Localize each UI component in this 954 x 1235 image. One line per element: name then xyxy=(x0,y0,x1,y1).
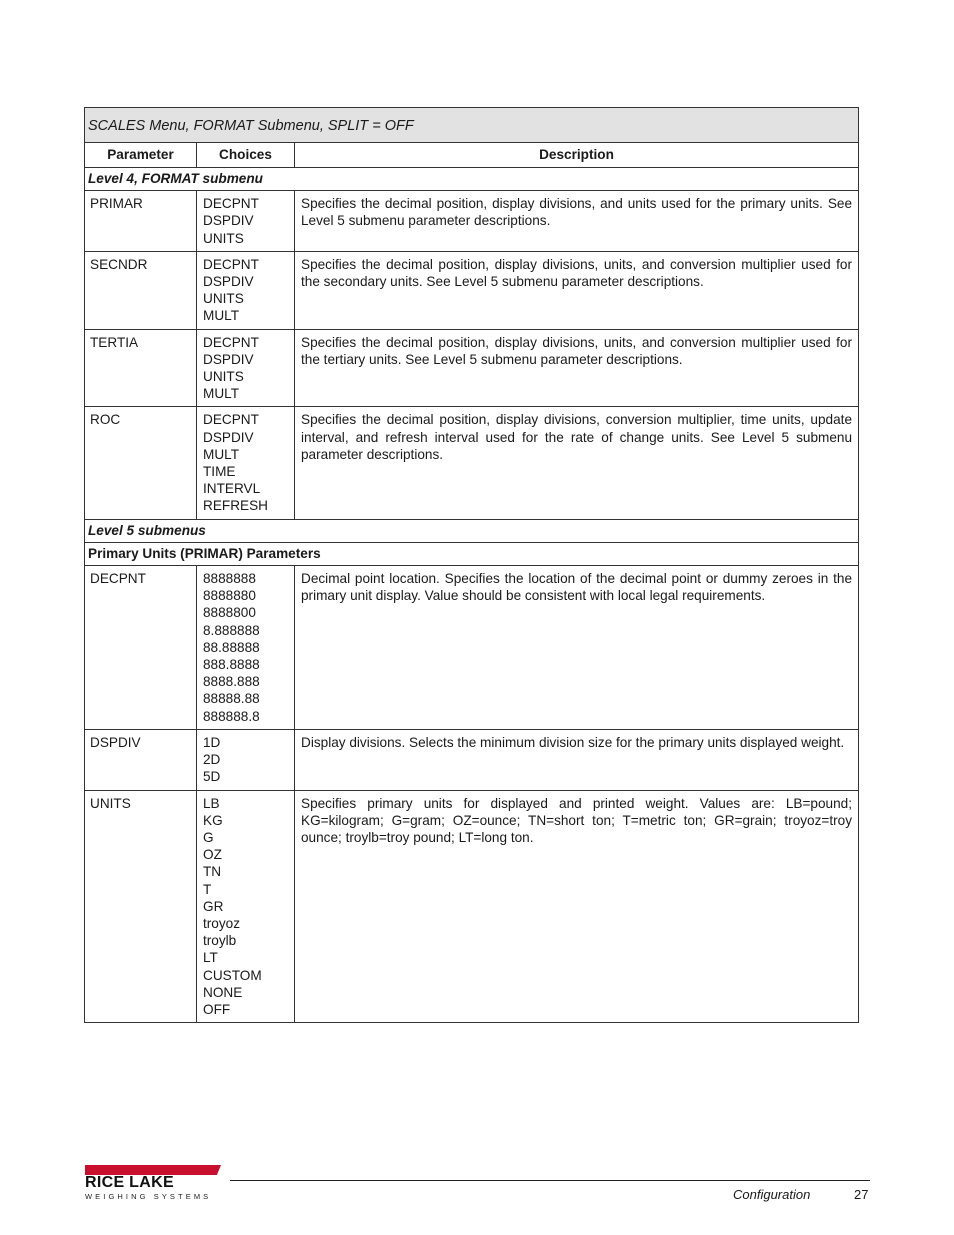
footer-rule xyxy=(230,1180,870,1181)
section-row-level5 xyxy=(85,519,859,542)
subsection-label-primary: Primary Units (PRIMAR) Parameters xyxy=(85,542,859,565)
param-cell: ROC xyxy=(85,407,197,519)
param-cell: PRIMAR xyxy=(85,191,197,252)
description-cell: Specifies primary units for displayed and printed weight. Values are: LB=pound; KG=kilogram; G=gram; OZ=ounce; TN=short ton; T=metric ton; GR=grain; troyoz=troy ounce; troylb=troy pound; LT=long ton. xyxy=(295,790,859,1023)
table-row xyxy=(85,729,859,790)
choices-cell: DECPNT DSPDIV UNITS MULT xyxy=(197,329,295,407)
parameter-table xyxy=(84,107,859,1023)
subsection-row-primary xyxy=(85,542,859,565)
page-number: 27 xyxy=(854,1187,869,1202)
table-row xyxy=(85,329,859,407)
choices-cell: DECPNT DSPDIV MULT TIME INTERVL REFRESH xyxy=(197,407,295,519)
description-cell: Specifies the decimal position, display divisions, units, and conversion multiplier used for the secondary units. See Level 5 submenu parameter descriptions. xyxy=(295,251,859,329)
param-cell: DECPNT xyxy=(85,566,197,730)
description-cell: Specifies the decimal position, display divisions, conversion multiplier, time units, update interval, and refresh interval used for the rate of change units. See Level 5 submenu parameter descriptions. xyxy=(295,407,859,519)
choices-cell: 1D 2D 5D xyxy=(197,729,295,790)
param-cell: TERTIA xyxy=(85,329,197,407)
header-choices: Choices xyxy=(197,143,295,168)
description-cell: Display divisions. Selects the minimum division size for the primary units displayed weight. xyxy=(295,729,859,790)
table-title: SCALES Menu, FORMAT Submenu, SPLIT = OFF xyxy=(85,108,859,143)
param-cell: UNITS xyxy=(85,790,197,1023)
table-row xyxy=(85,566,859,730)
table-row xyxy=(85,191,859,252)
logo-name: RICE LAKE xyxy=(85,1174,174,1191)
choices-cell: LB KG G OZ TN T GR troyoz troylb LT CUSTOM NONE OFF xyxy=(197,790,295,1023)
logo-subtitle: WEIGHING SYSTEMS xyxy=(85,1192,212,1201)
table-header-row xyxy=(85,143,859,168)
rice-lake-logo xyxy=(85,1165,221,1199)
section-label-level4: Level 4, FORMAT submenu xyxy=(85,168,859,191)
table-row xyxy=(85,407,859,519)
param-cell: SECNDR xyxy=(85,251,197,329)
header-parameter: Parameter xyxy=(85,143,197,168)
description-cell: Specifies the decimal position, display divisions, units, and conversion multiplier used for the tertiary units. See Level 5 submenu parameter descriptions. xyxy=(295,329,859,407)
section-label-level5: Level 5 submenus xyxy=(85,519,859,542)
choices-cell: DECPNT DSPDIV UNITS MULT xyxy=(197,251,295,329)
section-row-level4 xyxy=(85,168,859,191)
description-cell: Decimal point location. Specifies the location of the decimal point or dummy zeroes in the primary unit display. Value should be consistent with local legal requirements. xyxy=(295,566,859,730)
table-row xyxy=(85,251,859,329)
footer-section-name: Configuration xyxy=(733,1187,811,1202)
choices-cell: 8888888 8888880 8888800 8.888888 88.88888 888.8888 8888.888 88888.88 888888.8 xyxy=(197,566,295,730)
description-cell: Specifies the decimal position, display divisions, and units used for the primary units. See Level 5 submenu parameter descriptions. xyxy=(295,191,859,252)
header-description: Description xyxy=(295,143,859,168)
table-row xyxy=(85,790,859,1023)
param-cell: DSPDIV xyxy=(85,729,197,790)
choices-cell: DECPNT DSPDIV UNITS xyxy=(197,191,295,252)
